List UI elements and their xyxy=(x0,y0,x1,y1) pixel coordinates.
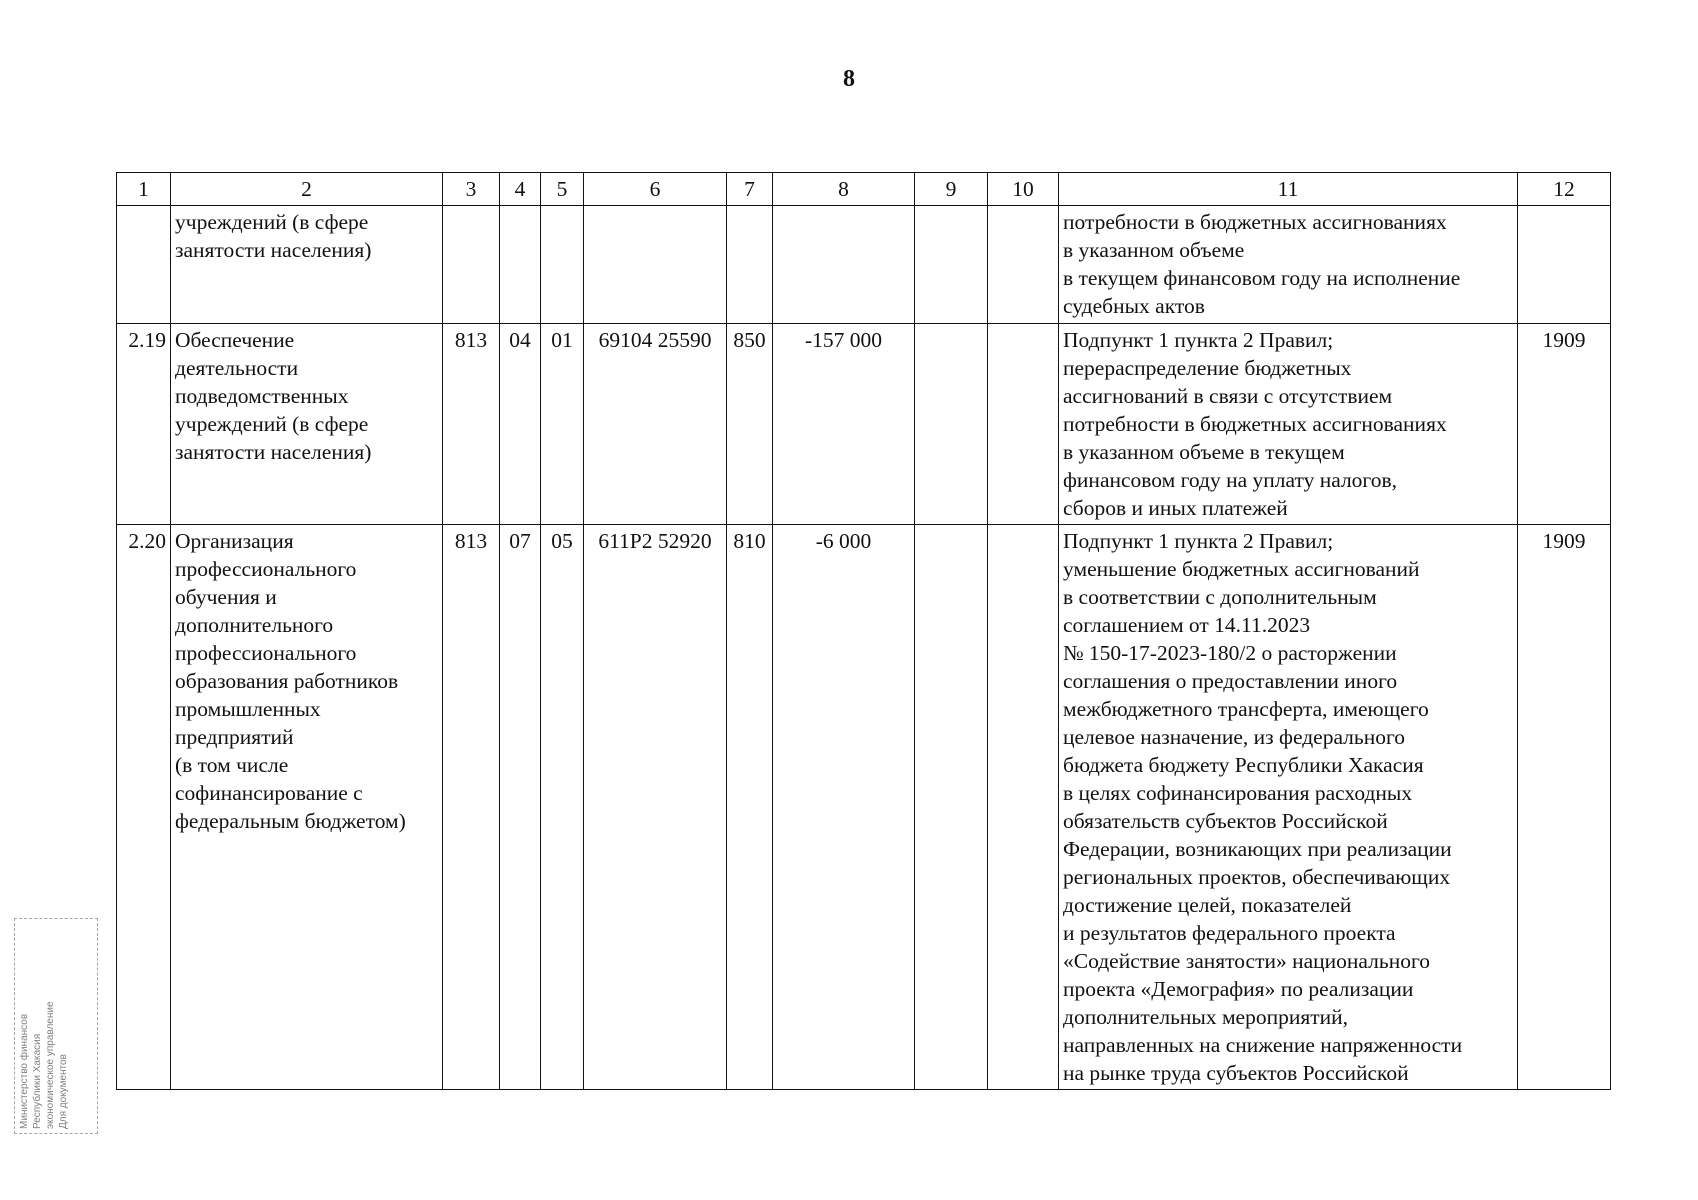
expense-name: учреждений (в сфере занятости населения) xyxy=(171,206,443,324)
cell-col8: -157 000 xyxy=(773,324,915,525)
column-header: 3 xyxy=(443,173,500,206)
table-row xyxy=(117,525,1611,1090)
column-header: 8 xyxy=(773,173,915,206)
cell-col5: 01 xyxy=(541,324,584,525)
cell-col3: 813 xyxy=(443,324,500,525)
document-stamp xyxy=(14,918,98,1134)
cell-col12: 1909 xyxy=(1518,324,1611,525)
cell-col5: 05 xyxy=(541,525,584,1090)
column-header: 10 xyxy=(988,173,1059,206)
expense-name: Обеспечение деятельности подведомственных учреждений (в сфере занятости населения) xyxy=(171,324,443,525)
cell-col10 xyxy=(988,525,1059,1090)
cell-col6: 69104 25590 xyxy=(584,324,727,525)
row-number: 2.19 xyxy=(117,324,171,525)
header-row xyxy=(117,173,1611,206)
column-header: 1 xyxy=(117,173,171,206)
column-header: 5 xyxy=(541,173,584,206)
table-row xyxy=(117,324,1611,525)
cell-col8 xyxy=(773,206,915,324)
cell-col10 xyxy=(988,206,1059,324)
cell-col6 xyxy=(584,206,727,324)
stamp-text: Министерство финансов Республики Хакасия экономическое управление Для документов xyxy=(14,918,98,1134)
cell-col8: -6 000 xyxy=(773,525,915,1090)
cell-col6: 611Р2 52920 xyxy=(584,525,727,1090)
page-number: 8 xyxy=(843,66,855,92)
justification: Подпункт 1 пункта 2 Правил; уменьшение бюджетных ассигнований в соответствии с дополнительным соглашением от 14.11.2023 № 150-17-2023-180/2 о расторжении соглашения о предоставлении иного межбюджетного трансферта, имеющего целевое назначение, из федерального бюджета бюджету Республики Хакасия в целях софинансирования расходных обязательств субъектов Российской Федерации, возникающих при реализации региональных проектов, обеспечивающих достижение целей, показателей и результатов федерального проекта «Содействие занятости» национального проекта «Демография» по реализации дополнительных мероприятий, направленных на снижение напряженности на рынке труда субъектов Российской xyxy=(1059,525,1518,1090)
cell-col7: 850 xyxy=(727,324,773,525)
cell-col5 xyxy=(541,206,584,324)
table-row xyxy=(117,206,1611,324)
cell-col4: 04 xyxy=(500,324,541,525)
cell-col9 xyxy=(915,525,988,1090)
column-header: 9 xyxy=(915,173,988,206)
cell-col3: 813 xyxy=(443,525,500,1090)
justification: Подпункт 1 пункта 2 Правил; перераспределение бюджетных ассигнований в связи с отсутствием потребности в бюджетных ассигнованиях в указанном объеме в текущем финансовом году на уплату налогов, сборов и иных платежей xyxy=(1059,324,1518,525)
justification: потребности в бюджетных ассигнованиях в указанном объеме в текущем финансовом году на исполнение судебных актов xyxy=(1059,206,1518,324)
cell-col12: 1909 xyxy=(1518,525,1611,1090)
column-header: 4 xyxy=(500,173,541,206)
cell-col7 xyxy=(727,206,773,324)
column-header: 7 xyxy=(727,173,773,206)
cell-col9 xyxy=(915,206,988,324)
cell-col12 xyxy=(1518,206,1611,324)
cell-col9 xyxy=(915,324,988,525)
column-header: 11 xyxy=(1059,173,1518,206)
row-number xyxy=(117,206,171,324)
cell-col4 xyxy=(500,206,541,324)
column-header: 12 xyxy=(1518,173,1611,206)
cell-col3 xyxy=(443,206,500,324)
column-header: 2 xyxy=(171,173,443,206)
expense-name: Организация профессионального обучения и дополнительного профессионального образования работников промышленных предприятий (в том числе софинансирование с федеральным бюджетом) xyxy=(171,525,443,1090)
column-header: 6 xyxy=(584,173,727,206)
cell-col7: 810 xyxy=(727,525,773,1090)
cell-col4: 07 xyxy=(500,525,541,1090)
cell-col10 xyxy=(988,324,1059,525)
row-number: 2.20 xyxy=(117,525,171,1090)
budget-table xyxy=(116,172,1611,1090)
